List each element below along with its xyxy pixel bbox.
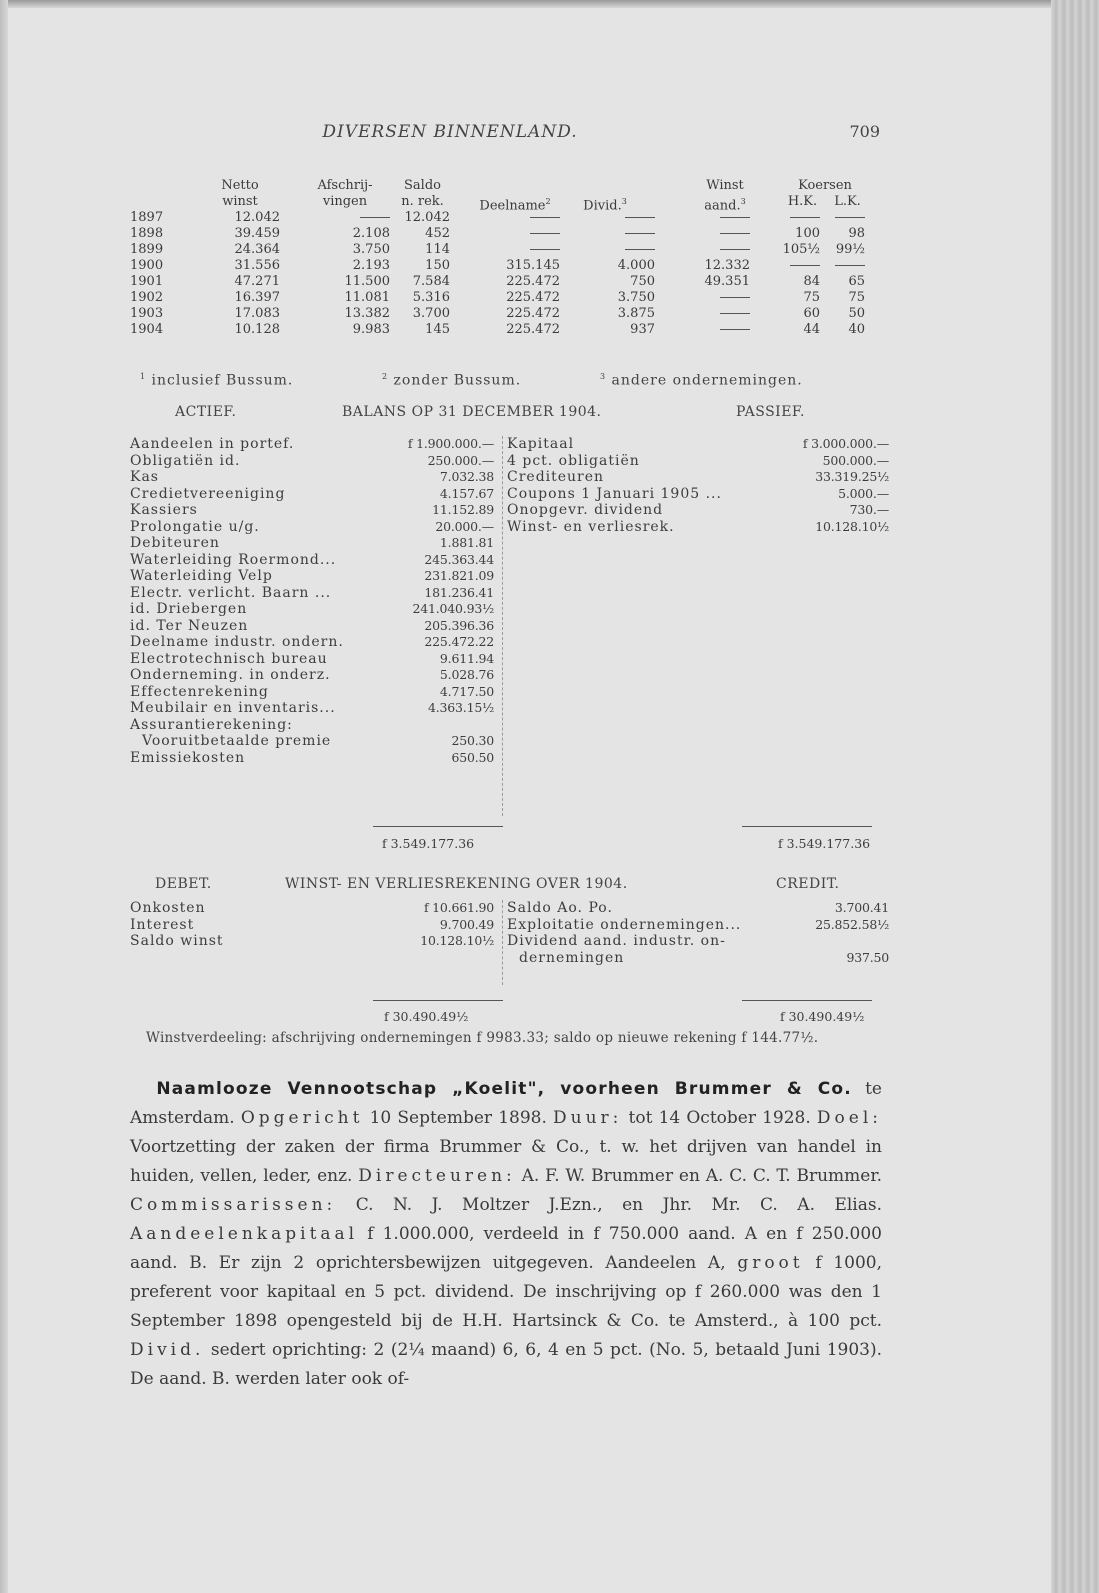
cell-winst: [670, 306, 750, 322]
entry-amount: 4.717.50: [439, 683, 494, 699]
cell-lk: 50: [848, 306, 865, 321]
cell-divid: 4.000: [617, 258, 655, 273]
cell-deel: [465, 210, 560, 226]
dash-placeholder: [835, 265, 865, 266]
ledger-entry: [130, 469, 500, 486]
pl-title: WINST- EN VERLIESREKENING OVER 1904.: [285, 876, 628, 892]
col-header-saldo: Saldo: [404, 178, 441, 193]
entry-label: Assurantierekening:: [130, 716, 293, 733]
cell-afs: 2.108: [352, 226, 390, 241]
entry-amount: 5.000.—: [838, 485, 889, 501]
col-header-winst: Winst: [706, 178, 744, 193]
entry-label: Onkosten: [130, 900, 206, 916]
debet-caption: DEBET.: [155, 876, 212, 892]
entry-amount: 10.128.10½: [815, 518, 889, 534]
table-row: [130, 322, 890, 338]
body-text: sedert oprichting: 2 (2¼ maand) 6, 6, 4 en 5 pct. (No. 5, betaald Juni 1903). De aand. B. werden later ook of-: [130, 1340, 882, 1389]
cell-hk: 100: [795, 226, 820, 241]
keyword-directeuren: Directeuren:: [358, 1166, 516, 1186]
cell-year: 1900: [130, 258, 164, 273]
entry-label: Emissiekosten: [130, 749, 246, 766]
keyword-divid: Divid.: [130, 1340, 205, 1360]
footnote-mark: 3: [600, 372, 607, 381]
ledger-entry: [130, 585, 500, 602]
profit-distribution-note: Winstverdeeling: afschrijving ondernemingen f 9983.33; saldo op nieuwe rekening f 144.77½.: [146, 1030, 819, 1046]
entry-label: Electr. verlicht. Baarn ...: [130, 584, 332, 601]
keyword-duur: Duur:: [553, 1108, 623, 1128]
footnote-mark: 2: [382, 372, 389, 381]
body-text: f 1.000.000, verdeeld in f 750.000 aand. A en f 250.000 aand. B. Er zijn 2 oprichtersbewijzen uitgegeven. Aandeelen A,: [130, 1224, 882, 1273]
entry-amount: 250.000.—: [427, 452, 494, 468]
cell-winst: [670, 242, 750, 258]
dash-placeholder: [530, 233, 560, 234]
entry-amount: 9.611.94: [439, 650, 494, 666]
dash-placeholder: [530, 217, 560, 218]
cell-lk: 40: [848, 322, 865, 337]
debet-column: [130, 900, 500, 950]
page-edge-top: [0, 0, 1099, 8]
dash-placeholder: [720, 249, 750, 250]
credit-column: [502, 900, 895, 985]
ledger-entry: [507, 917, 895, 934]
body-text: C. N. J. Moltzer J.Ezn., en Jhr. Mr. C. A. Elias.: [336, 1195, 882, 1215]
cell-netto: 47.271: [234, 274, 280, 289]
ledger-entry: [507, 519, 895, 536]
page-number: 709: [849, 122, 880, 141]
entry-label: id. Driebergen: [130, 601, 248, 617]
entry-label: Saldo winst: [130, 933, 224, 949]
cell-hk: 75: [803, 290, 820, 305]
entry-amount: 25.852.58½: [815, 916, 889, 932]
cell-year: 1903: [130, 306, 164, 321]
ledger-entry: [130, 684, 500, 701]
ledger-entry: [130, 436, 500, 453]
winst-label: aand.: [704, 198, 741, 214]
entry-amount: 245.363.44: [424, 551, 494, 567]
col-header-afschrijvingen-2: vingen: [322, 194, 368, 209]
entry-amount: 10.128.10½: [420, 933, 494, 948]
keyword-commissarissen: Commissarissen:: [130, 1195, 337, 1215]
entry-label: Crediteuren: [507, 469, 605, 485]
entry-amount: 231.821.09: [424, 568, 494, 583]
actief-column: [130, 436, 500, 766]
entry-label: Coupons 1 Januari 1905 ...: [507, 485, 722, 502]
page-edge-left: [0, 0, 8, 1593]
footnote-mark: 3: [740, 197, 746, 206]
cell-netto: 24.364: [234, 242, 280, 257]
cell-afs: [300, 210, 390, 226]
table-row: [130, 258, 890, 274]
ledger-entry: [130, 700, 500, 717]
footnote-mark: 3: [621, 197, 627, 206]
cell-deel: 315.145: [506, 258, 560, 273]
cell-netto: 31.556: [234, 258, 280, 273]
deelname-label: Deelname: [479, 198, 546, 214]
col-header-netto-2: winst: [222, 194, 258, 209]
dash-placeholder: [625, 233, 655, 234]
entry-amount: 241.040.93½: [412, 601, 494, 616]
table-body: [130, 210, 890, 338]
table-header-row-1: [130, 178, 890, 194]
ledger-entry: [130, 486, 500, 503]
entry-label: Obligatiën id.: [130, 452, 241, 469]
page-edge-right: [1051, 0, 1099, 1593]
cell-winst: [670, 226, 750, 242]
entry-amount: f 3.000.000.—: [802, 436, 889, 451]
entry-amount: 33.319.25½: [815, 469, 889, 484]
cell-winst: [670, 210, 750, 226]
ledger-entry: [507, 950, 895, 967]
cell-lk: 98: [848, 226, 865, 241]
cell-hk: 84: [803, 274, 820, 289]
ledger-entry: [130, 552, 500, 569]
dash-placeholder: [625, 249, 655, 250]
cell-netto: 17.083: [234, 306, 280, 321]
keyword-opgericht: Opgericht: [240, 1108, 364, 1128]
actief-caption: ACTIEF.: [175, 404, 237, 420]
entry-label: Exploitatie ondernemingen...: [507, 916, 742, 933]
cell-hk: 105½: [782, 242, 820, 257]
entry-amount: 4.363.15½: [428, 700, 494, 715]
entry-label: Kapitaal: [507, 436, 575, 452]
cell-lk: [825, 210, 865, 226]
ledger-entry: [507, 436, 895, 453]
cell-year: 1897: [130, 210, 164, 225]
table-row: [130, 210, 890, 226]
entry-label: dernemingen: [519, 949, 625, 966]
cell-saldo: 3.700: [412, 306, 450, 321]
ledger-entry: [507, 502, 895, 519]
entry-label: Credietvereeniging: [130, 485, 286, 502]
table-header-row-2: [130, 194, 890, 214]
col-header-hk: H.K.: [787, 194, 818, 209]
ledger-entry: [130, 535, 500, 552]
keyword-doel: Doel:: [816, 1108, 882, 1128]
entry-amount: 250.30: [451, 733, 494, 748]
pl-total-right: f 30.490.49½: [780, 1009, 865, 1024]
pl-rule-left: [373, 1000, 503, 1001]
cell-winst: [670, 322, 750, 338]
cell-winst: [670, 290, 750, 306]
entry-label: Winst- en verliesrek.: [507, 518, 675, 535]
entry-amount: 1.881.81: [439, 535, 494, 550]
ledger-entry: [130, 750, 500, 767]
entry-amount: 7.032.38: [439, 469, 494, 484]
entry-amount: 937.50: [846, 949, 889, 965]
entry-amount: 4.157.67: [439, 485, 494, 501]
cell-year: 1904: [130, 322, 164, 337]
entry-label: Debiteuren: [130, 535, 220, 551]
yearly-results-table: [130, 178, 890, 338]
pl-total-left: f 30.490.49½: [384, 1009, 469, 1024]
pl-rule-right: [742, 1000, 872, 1001]
ledger-entry: [130, 568, 500, 585]
ledger-entry: [130, 651, 500, 668]
ledger-entry: [507, 486, 895, 503]
entry-amount: f 1.900.000.—: [407, 436, 494, 451]
cell-deel: 225.472: [506, 306, 560, 321]
dash-placeholder: [835, 217, 865, 218]
ledger-entry: [507, 933, 895, 950]
ledger-entry: [130, 502, 500, 519]
cell-saldo: 12.042: [404, 210, 450, 225]
balance-total-right: f 3.549.177.36: [778, 836, 871, 851]
cell-lk: 99½: [835, 242, 865, 257]
entry-label: id. Ter Neuzen: [130, 617, 249, 634]
total-rule-right: [742, 826, 872, 827]
dash-placeholder: [790, 265, 820, 266]
cell-divid: 3.875: [617, 306, 655, 321]
footnote-text: zonder Bussum.: [393, 372, 522, 389]
divid-label: Divid.: [583, 198, 622, 214]
total-rule-left: [373, 826, 503, 827]
footnote-mark: 1: [140, 372, 147, 381]
cell-lk: 75: [848, 290, 865, 305]
keyword-aandeelenkapitaal: Aandeelenkapitaal: [130, 1224, 359, 1244]
cell-afs: 9.983: [352, 322, 390, 337]
cell-netto: 10.128: [234, 322, 280, 337]
entry-label: Waterleiding Roermond...: [130, 551, 337, 568]
cell-netto: 39.459: [234, 226, 280, 241]
cell-deel: 225.472: [506, 274, 560, 289]
cell-year: 1899: [130, 242, 164, 257]
dash-placeholder: [720, 297, 750, 298]
cell-deel: 225.472: [506, 290, 560, 305]
credit-caption: CREDIT.: [776, 876, 840, 892]
company-name: Naamlooze Vennootschap „Koelit", voorheen Brummer & Co.: [156, 1079, 852, 1099]
entry-amount: 730.—: [849, 502, 889, 517]
running-head: [130, 122, 890, 146]
cell-saldo: 5.316: [412, 290, 450, 305]
entry-label: Vooruitbetaalde premie: [142, 733, 332, 749]
footnote-text: inclusief Bussum.: [151, 372, 294, 389]
ledger-entry: [507, 900, 895, 917]
ledger-entry: [507, 453, 895, 470]
body-text: Voortzetting der zaken der firma Brummer & Co., t. w. het drijven van handel in huiden, vellen, leder, enz.: [130, 1137, 882, 1186]
cell-year: 1902: [130, 290, 164, 305]
footnote-2: [382, 372, 521, 389]
entry-label: Deelname industr. ondern.: [130, 634, 344, 650]
body-text: tot 14 October 1928.: [622, 1108, 817, 1128]
entry-amount: 20.000.—: [435, 518, 494, 534]
cell-divid: 3.750: [617, 290, 655, 305]
ledger-entry: [130, 453, 500, 470]
ledger-entry: [130, 519, 500, 536]
footnote-mark: 2: [545, 197, 551, 206]
cell-divid: 750: [630, 274, 655, 289]
entry-label: Kas: [130, 469, 159, 485]
entry-amount: 11.152.89: [432, 502, 494, 517]
entry-amount: 181.236.41: [424, 584, 494, 600]
entry-label: Meubilair en inventaris...: [130, 700, 336, 716]
balance-sheet-title: BALANS OP 31 DECEMBER 1904.: [342, 404, 602, 420]
cell-year: 1898: [130, 226, 164, 241]
cell-saldo: 145: [425, 322, 450, 337]
body-text: 10 September 1898.: [363, 1108, 554, 1128]
cell-hk: 44: [803, 322, 820, 337]
dash-placeholder: [530, 249, 560, 250]
entry-label: Prolongatie u/g.: [130, 518, 260, 535]
dash-placeholder: [790, 217, 820, 218]
footnote-text: andere ondernemingen.: [611, 372, 803, 389]
cell-deel: 225.472: [506, 322, 560, 337]
entry-label: Kassiers: [130, 502, 198, 518]
entry-label: 4 pct. obligatiën: [507, 452, 640, 469]
entry-label: Saldo Ao. Po.: [507, 900, 613, 916]
entry-label: Onderneming. in onderz.: [130, 667, 331, 683]
cell-afs: 2.193: [352, 258, 390, 273]
cell-hk: [780, 258, 820, 274]
ledger-entry: [130, 733, 500, 750]
entry-amount: 500.000.—: [822, 452, 889, 468]
body-text: f 1000, preferent voor kapitaal en 5 pct. dividend. De inschrijving op f 260.000 was den 1 September 1898 opengesteld bij de H.H. Hartsinck & Co. te Amsterd., à 100 pct.: [130, 1253, 882, 1331]
entry-amount: f 10.661.90: [423, 900, 494, 915]
ledger-entry: [130, 601, 500, 618]
entry-label: Effectenrekening: [130, 683, 269, 700]
passief-column: [502, 436, 895, 816]
col-header-afschrijvingen: Afschrij-: [317, 178, 373, 193]
ledger-entry: [130, 667, 500, 684]
cell-saldo: 150: [425, 258, 450, 273]
body-text: te Amsterdam.: [130, 1079, 882, 1128]
ledger-entry: [130, 717, 500, 734]
ledger-entry: [130, 634, 500, 651]
entry-label: Waterleiding Velp: [130, 568, 273, 584]
entry-amount: 5.028.76: [439, 667, 494, 682]
running-title: DIVERSEN BINNENLAND.: [322, 122, 578, 142]
entry-label: Electrotechnisch bureau: [130, 650, 328, 667]
ledger-entry: [130, 618, 500, 635]
entry-amount: 650.50: [451, 749, 494, 765]
cell-hk: 60: [803, 306, 820, 321]
cell-saldo: 452: [425, 226, 450, 241]
cell-deel: [465, 226, 560, 242]
footnote-1: [140, 372, 293, 389]
table-row: [130, 290, 890, 306]
col-header-koersen: Koersen: [798, 178, 852, 193]
dash-placeholder: [625, 217, 655, 218]
cell-netto: 16.397: [234, 290, 280, 305]
dash-placeholder: [720, 217, 750, 218]
cell-divid: [570, 242, 655, 258]
table-row: [130, 226, 890, 242]
balance-sheet: [130, 436, 890, 816]
entry-label: Onopgevr. dividend: [507, 502, 664, 518]
table-row: [130, 274, 890, 290]
cell-afs: 3.750: [352, 242, 390, 257]
cell-lk: [825, 258, 865, 274]
ledger-entry: [130, 933, 500, 950]
cell-winst: 12.332: [704, 258, 750, 273]
ledger-entry: [130, 900, 500, 917]
cell-divid: 937: [630, 322, 655, 337]
col-header-netto: Netto: [221, 178, 259, 193]
passief-caption: PASSIEF.: [736, 404, 805, 420]
cell-afs: 11.081: [344, 290, 390, 305]
entry-label: Dividend aand. industr. on-: [507, 933, 726, 949]
col-header-lk: L.K.: [834, 194, 861, 209]
cell-saldo: 7.584: [412, 274, 450, 289]
table-row: [130, 306, 890, 322]
entry-amount: 225.472.22: [424, 634, 494, 649]
cell-divid: [570, 226, 655, 242]
entry-label: Interest: [130, 916, 195, 933]
ledger-entry: [507, 469, 895, 486]
entry-amount: 9.700.49: [439, 916, 494, 932]
body-text: A. F. W. Brummer en A. C. C. T. Brummer.: [515, 1166, 883, 1186]
balance-total-left: f 3.549.177.36: [382, 836, 475, 851]
dash-placeholder: [720, 329, 750, 330]
cell-netto: 12.042: [234, 210, 280, 225]
entry-label: Aandeelen in portef.: [130, 436, 295, 452]
keyword-groot: groot: [737, 1253, 804, 1273]
ledger-entry: [130, 917, 500, 934]
footnote-3: [600, 372, 803, 389]
col-header-saldo-2: n. rek.: [401, 194, 444, 209]
cell-deel: [465, 242, 560, 258]
entry-amount: 205.396.36: [424, 617, 494, 633]
cell-lk: 65: [848, 274, 865, 289]
profit-loss-account: [130, 900, 890, 980]
cell-year: 1901: [130, 274, 164, 289]
cell-divid: [570, 210, 655, 226]
cell-afs: 13.382: [344, 306, 390, 321]
cell-saldo: 114: [425, 242, 450, 257]
cell-afs: 11.500: [344, 274, 390, 289]
cell-hk: [780, 210, 820, 226]
dash-placeholder: [720, 233, 750, 234]
cell-winst: 49.351: [704, 274, 750, 289]
table-row: [130, 242, 890, 258]
dash-placeholder: [720, 313, 750, 314]
entry-amount: 3.700.41: [834, 900, 889, 915]
company-entry: [130, 1075, 882, 1394]
